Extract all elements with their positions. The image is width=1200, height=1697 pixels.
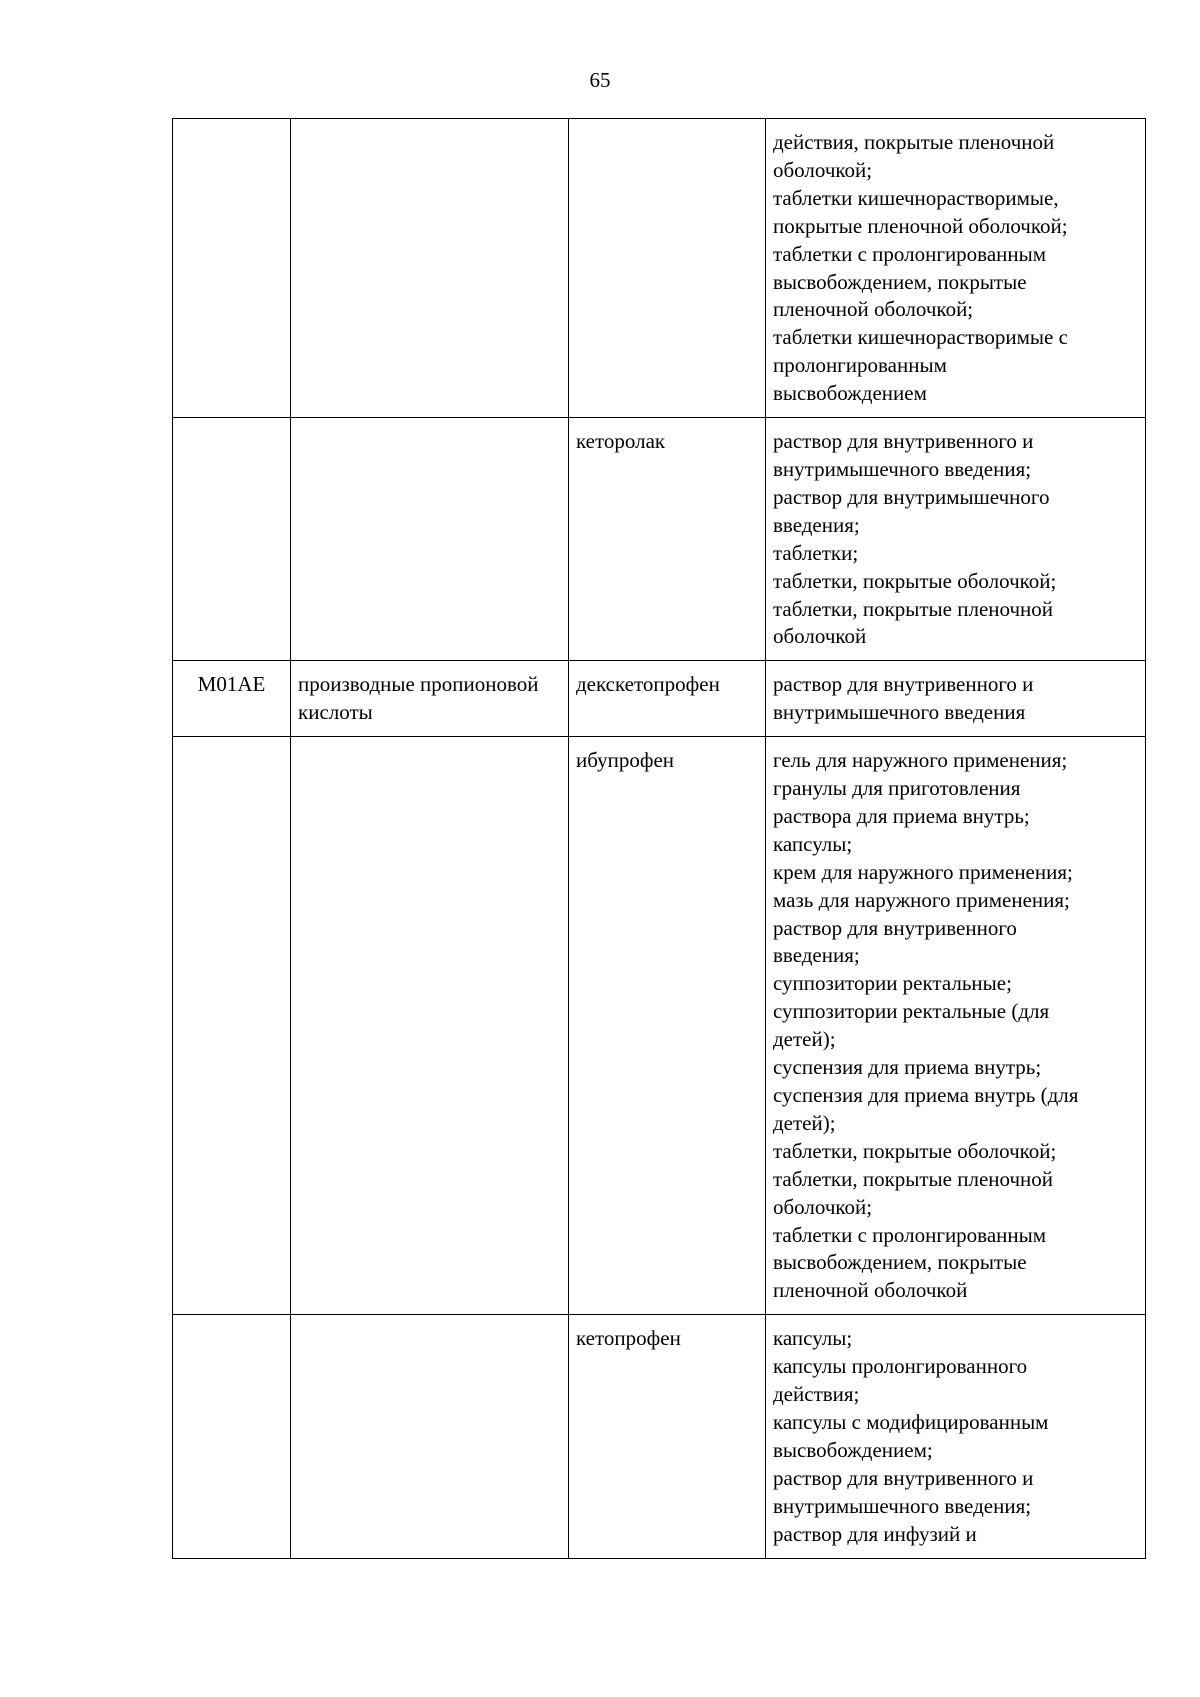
drug-name-cell: декскетопрофен <box>569 661 766 737</box>
dosage-form-line: суппозитории ректальные; <box>773 971 1012 996</box>
dosage-form-line: таблетки, покрытые пленочной <box>773 1166 1054 1191</box>
dosage-form-line: введения; <box>773 512 860 537</box>
dosage-form-line: детей); <box>773 1110 836 1135</box>
dosage-form-line: покрытые пленочной оболочкой; <box>773 213 1068 238</box>
dosage-form-line: пленочной оболочкой <box>773 1278 968 1303</box>
dosage-form-line: внутримышечного введения; <box>773 456 1032 481</box>
group-name-cell: производные пропионовой кислоты <box>291 661 569 737</box>
drug-name-cell: кеторолак <box>569 418 766 661</box>
dosage-form-line: пленочной оболочкой; <box>773 297 974 322</box>
dosage-form-line: раствор для внутримышечного <box>773 484 1050 509</box>
dosage-form-line: внутримышечного введения <box>773 700 1026 725</box>
dosage-forms-cell <box>766 737 1146 1315</box>
dosage-form-line: таблетки кишечнорастворимые, <box>773 185 1059 210</box>
atc-code-cell <box>173 418 291 661</box>
dosage-forms-cell <box>766 119 1146 418</box>
dosage-form-line: мазь для наружного применения; <box>773 887 1070 912</box>
dosage-form-line: капсулы; <box>773 831 853 856</box>
dosage-form-line: внутримышечного введения; <box>773 1493 1032 1518</box>
drug-name-cell: ибупрофен <box>569 737 766 1315</box>
dosage-form-line: детей); <box>773 1027 836 1052</box>
dosage-form-line: таблетки с пролонгированным <box>773 241 1047 266</box>
dosage-form-line: оболочкой; <box>773 157 873 182</box>
dosage-form-line: таблетки; <box>773 540 859 565</box>
table-row <box>173 737 1146 1315</box>
dosage-form-line: капсулы пролонгированного <box>773 1354 1028 1379</box>
dosage-form-line: действия; <box>773 1382 860 1407</box>
group-name-cell <box>291 737 569 1315</box>
dosage-form-line: высвобождением; <box>773 1437 933 1462</box>
dosage-form-line: пролонгированным <box>773 353 947 378</box>
dosage-form-line: высвобождением <box>773 381 927 406</box>
drug-table <box>172 118 1146 1559</box>
dosage-form-line: капсулы с модифицированным <box>773 1409 1049 1434</box>
dosage-form-line: капсулы; <box>773 1326 853 1351</box>
drug-name-cell: кетопрофен <box>569 1315 766 1558</box>
group-name-cell <box>291 418 569 661</box>
dosage-form-line: суспензия для приема внутрь; <box>773 1055 1042 1080</box>
atc-code-cell <box>173 119 291 418</box>
table-row <box>173 418 1146 661</box>
dosage-forms-cell <box>766 418 1146 661</box>
dosage-form-line: оболочкой; <box>773 1194 873 1219</box>
dosage-form-line: действия, покрытые пленочной <box>773 130 1055 154</box>
table-row <box>173 661 1146 737</box>
dosage-form-line: оболочкой <box>773 624 867 649</box>
dosage-form-line: раствор для внутривенного <box>773 915 1017 940</box>
dosage-form-line: высвобождением, покрытые <box>773 1250 1027 1275</box>
dosage-form-line: таблетки кишечнорастворимые с <box>773 325 1068 350</box>
dosage-form-line: суппозитории ректальные (для <box>773 999 1050 1024</box>
drug-name-cell <box>569 119 766 418</box>
group-name-cell <box>291 119 569 418</box>
atc-code-cell <box>173 1315 291 1558</box>
dosage-form-line: таблетки, покрытые пленочной <box>773 596 1054 621</box>
dosage-form-line: раствор для инфузий и <box>773 1521 977 1546</box>
table-row <box>173 119 1146 418</box>
page-number: 65 <box>589 68 611 92</box>
dosage-form-line: введения; <box>773 943 860 968</box>
dosage-form-line: раствор для внутривенного и <box>773 672 1034 697</box>
dosage-form-line: гель для наружного применения; <box>773 748 1068 773</box>
dosage-forms-cell <box>766 1315 1146 1558</box>
dosage-form-line: раствора для приема внутрь; <box>773 803 1030 828</box>
dosage-form-line: раствор для внутривенного и <box>773 1465 1034 1490</box>
dosage-form-line: раствор для внутривенного и <box>773 429 1034 454</box>
atc-code-cell <box>173 737 291 1315</box>
dosage-form-line: гранулы для приготовления <box>773 776 1021 801</box>
dosage-form-line: крем для наружного применения; <box>773 859 1073 884</box>
dosage-form-line: таблетки с пролонгированным <box>773 1222 1047 1247</box>
dosage-form-line: высвобождением, покрытые <box>773 269 1027 294</box>
dosage-forms-cell <box>766 661 1146 737</box>
dosage-form-line: таблетки, покрытые оболочкой; <box>773 1138 1057 1163</box>
table-row <box>173 1315 1146 1558</box>
group-name-cell <box>291 1315 569 1558</box>
dosage-form-line: таблетки, покрытые оболочкой; <box>773 568 1057 593</box>
dosage-form-line: суспензия для приема внутрь (для <box>773 1083 1079 1107</box>
atc-code-cell: M01AE <box>173 661 291 737</box>
